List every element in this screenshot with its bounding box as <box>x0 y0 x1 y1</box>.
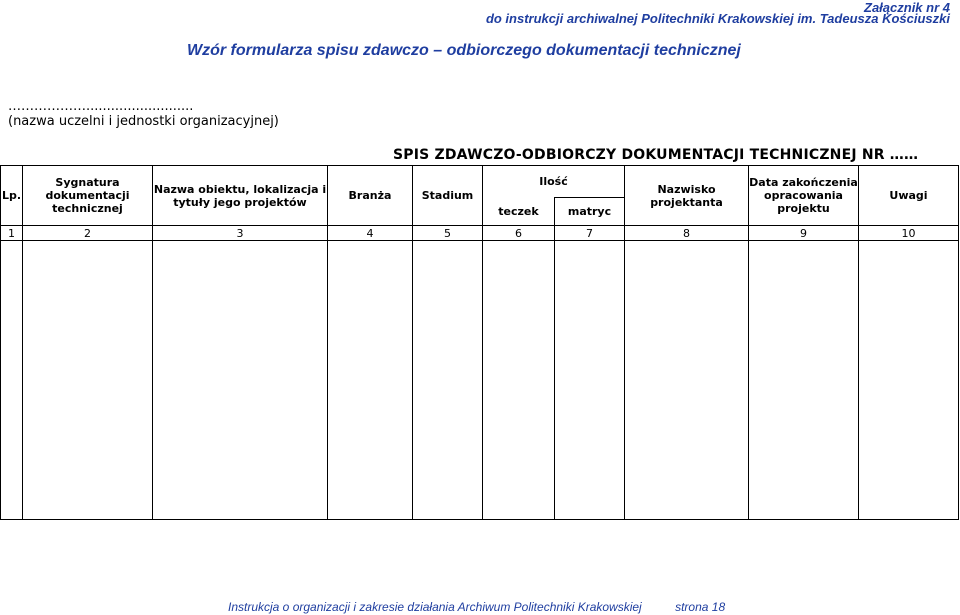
column-number: 8 <box>625 226 749 241</box>
column-number: 2 <box>23 226 153 241</box>
empty-cell <box>1 241 23 520</box>
empty-cell <box>859 241 959 520</box>
empty-cell <box>625 241 749 520</box>
empty-cell <box>749 241 859 520</box>
table-body-row <box>1 241 959 520</box>
column-number: 7 <box>555 226 625 241</box>
spis-title <box>393 147 918 163</box>
empty-cell <box>483 241 555 520</box>
column-number: 9 <box>749 226 859 241</box>
spis-title-text: SPIS ZDAWCZO-ODBIORCZY DOKUMENTACJI TECHNICZNEJ NR …… <box>393 147 919 163</box>
empty-cell <box>328 241 413 520</box>
footer-text: Instrukcja o organizacji i zakresie działania Archiwum Politechniki Krakowskiej <box>228 600 642 614</box>
column-number: 3 <box>153 226 328 241</box>
table-header-row <box>1 166 959 198</box>
column-number: 5 <box>413 226 483 241</box>
instruction-reference: do instrukcji archiwalnej Politechniki Krakowskiej im. Tadeusza Kościuszki <box>485 11 950 26</box>
col-header-nazwa-obiektu: Nazwa obiektu, lokalizacja i tytuły jego projektów <box>153 166 328 226</box>
annex-number: Załącznik nr 4 <box>864 0 950 15</box>
col-header-ilosc: Ilość <box>483 166 625 198</box>
col-header-sygnatura: Sygnatura dokumentacji technicznej <box>23 166 153 226</box>
page-footer <box>228 600 725 614</box>
empty-cell <box>413 241 483 520</box>
column-number: 4 <box>328 226 413 241</box>
col-header-branza: Branża <box>328 166 413 226</box>
column-number: 1 <box>1 226 23 241</box>
org-name-placeholder-dots: ……………….......................... <box>8 99 194 114</box>
col-header-nazwisko: Nazwisko projektanta <box>625 166 749 226</box>
form-title: Wzór formularza spisu zdawczo – odbiorczego dokumentacji technicznej <box>187 42 741 59</box>
empty-cell <box>23 241 153 520</box>
page-number: strona 18 <box>675 600 726 614</box>
org-name-caption: (nazwa uczelni i jednostki organizacyjnej) <box>8 114 279 129</box>
spis-table <box>0 165 959 520</box>
col-header-stadium: Stadium <box>413 166 483 226</box>
col-header-teczek: teczek <box>483 198 555 226</box>
column-number: 10 <box>859 226 959 241</box>
col-header-uwagi: Uwagi <box>859 166 959 226</box>
empty-cell <box>555 241 625 520</box>
empty-cell <box>153 241 328 520</box>
column-number: 6 <box>483 226 555 241</box>
col-header-lp: Lp. <box>1 166 23 226</box>
column-number-row <box>1 226 959 241</box>
col-header-matryc: matryc <box>555 198 625 226</box>
col-header-data: Data zakończenia opracowania projektu <box>749 166 859 226</box>
